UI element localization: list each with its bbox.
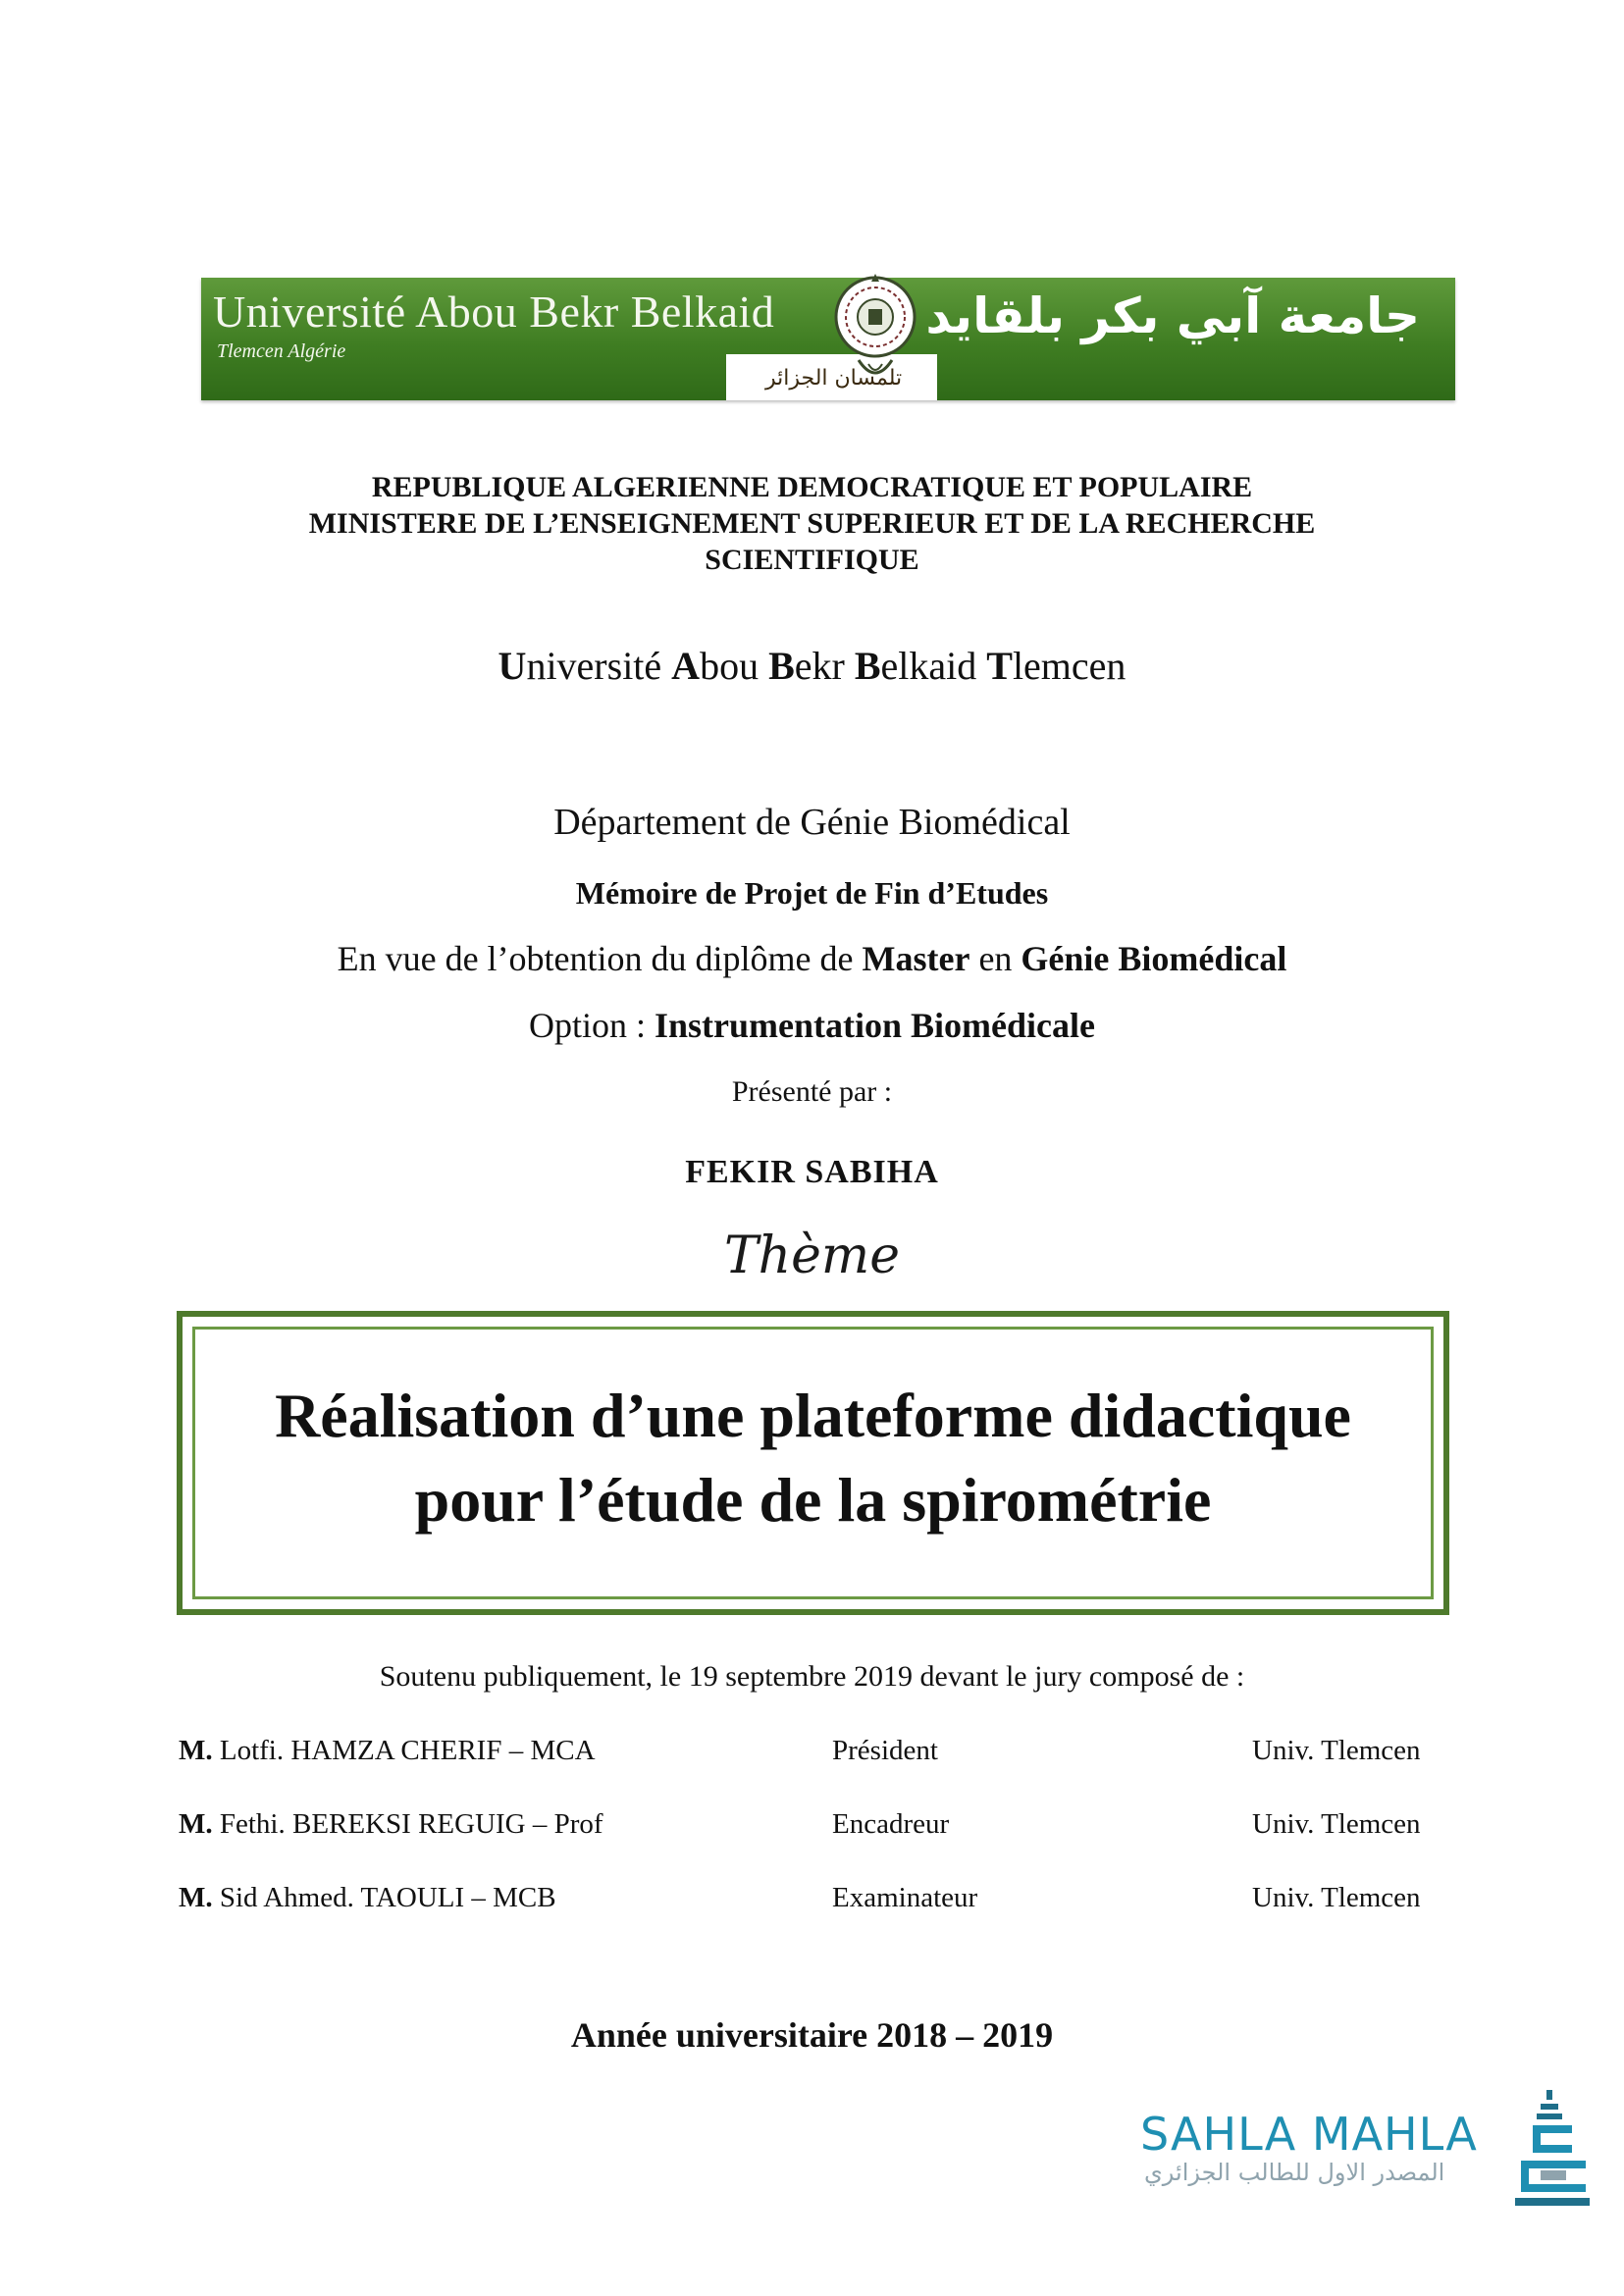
jury-row bbox=[0, 1882, 1624, 1921]
header-republic: REPUBLIQUE ALGERIENNE DEMOCRATIQUE ET POPULAIRE bbox=[371, 471, 1253, 503]
university-banner bbox=[201, 278, 1455, 400]
watermark-tagline: المصدر الاول للطالب الجزائري bbox=[1144, 2159, 1445, 2186]
jury-row bbox=[0, 1808, 1624, 1848]
jury-member-role: Examinateur bbox=[832, 1882, 978, 1913]
thesis-title-line2: pour l’étude de la spirométrie bbox=[414, 1465, 1212, 1535]
theme-label: Thème bbox=[723, 1226, 901, 1285]
banner-city-fr: Tlemcen Algérie bbox=[217, 340, 346, 362]
header-scientific: SCIENTIFIQUE bbox=[705, 544, 919, 576]
watermark-logo-icon bbox=[1511, 2090, 1595, 2218]
banner-city-ar: تلمسان الجزائر bbox=[765, 366, 903, 391]
jury-member-institution: Univ. Tlemcen bbox=[1252, 1735, 1421, 1766]
author-name: FEKIR SABIHA bbox=[685, 1154, 939, 1190]
jury-member-role: Encadreur bbox=[832, 1808, 950, 1840]
banner-university-name-ar: جامعة آبي بكر بلقايد bbox=[925, 287, 1420, 344]
diploma-line: En vue de l’obtention du diplôme de Master en Génie Biomédical bbox=[337, 939, 1287, 978]
department-name: Département de Génie Biomédical bbox=[553, 802, 1071, 843]
thesis-title-line1: Réalisation d’une plateforme didactique bbox=[275, 1381, 1351, 1450]
jury-member-role: Président bbox=[832, 1735, 938, 1766]
thesis-title bbox=[183, 1374, 1443, 1542]
jury-member-name: M. Lotfi. HAMZA CHERIF – MCA bbox=[179, 1735, 596, 1766]
university-name: Université Abou Bekr Belkaid Tlemcen bbox=[498, 644, 1126, 688]
watermark-brand: SAHLA MAHLA bbox=[1140, 2108, 1478, 2161]
header-ministry: MINISTERE DE L’ENSEIGNEMENT SUPERIEUR ET DE LA RECHERCHE bbox=[308, 507, 1316, 540]
jury-row bbox=[0, 1735, 1624, 1774]
jury-member-name: M. Fethi. BEREKSI REGUIG – Prof bbox=[179, 1808, 603, 1840]
academic-year: Année universitaire 2018 – 2019 bbox=[570, 2015, 1054, 2055]
jury-member-institution: Univ. Tlemcen bbox=[1252, 1882, 1421, 1913]
jury-member-institution: Univ. Tlemcen bbox=[1252, 1808, 1421, 1840]
banner-university-name-fr: Université Abou Bekr Belkaid bbox=[213, 287, 775, 337]
memoire-title: Mémoire de Projet de Fin d’Etudes bbox=[575, 875, 1049, 911]
defense-statement: Soutenu publiquement, le 19 septembre 2019 devant le jury composé de : bbox=[379, 1660, 1245, 1693]
title-frame bbox=[177, 1311, 1449, 1615]
presented-by: Présenté par : bbox=[731, 1075, 893, 1108]
jury-member-name: M. Sid Ahmed. TAOULI – MCB bbox=[179, 1882, 556, 1913]
option-line: Option : Instrumentation Biomédicale bbox=[529, 1006, 1095, 1045]
